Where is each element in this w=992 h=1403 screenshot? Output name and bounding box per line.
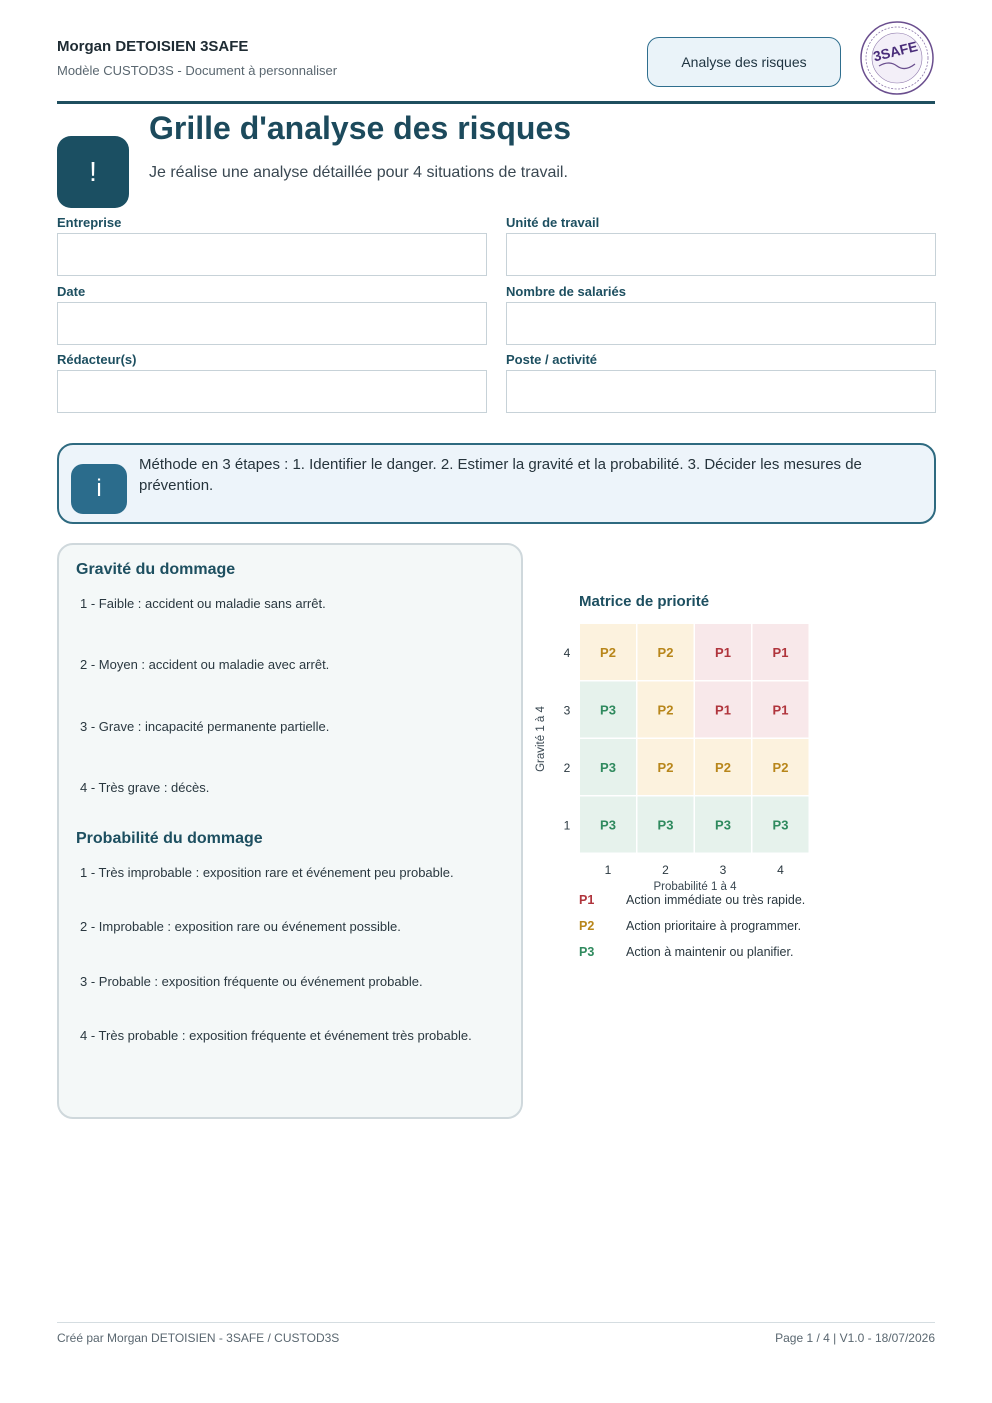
matrix-cell-label: P2 [772, 760, 789, 775]
probability-item: 1 - Très improbable : exposition rare et événement peu probable. [80, 865, 454, 880]
unite-de-travail-input[interactable] [506, 233, 936, 276]
field-date [57, 284, 487, 345]
matrix-cell-label: P3 [715, 817, 731, 833]
probability-item: 3 - Probable : exposition fréquente ou événement probable. [80, 974, 423, 989]
matrix-cell-label: P3 [600, 817, 616, 833]
legend-row-p2 [579, 919, 801, 933]
method-info-callout [57, 443, 936, 524]
x-tick-label: 2 [662, 863, 669, 877]
priority-matrix [530, 620, 830, 900]
field-label: Rédacteur(s) [57, 352, 137, 367]
legend-row-p3 [579, 945, 793, 959]
legend-code: P3 [579, 945, 595, 959]
field-nombre-de-salaries [506, 284, 936, 345]
matrix-cell-label: P2 [657, 645, 674, 660]
redacteurs-input[interactable] [57, 370, 487, 413]
matrix-cell-label: P1 [715, 645, 731, 660]
matrix-cell-label: P2 [657, 702, 674, 718]
severity-item: 2 - Moyen : accident ou maladie avec arrêt. [80, 657, 330, 672]
matrix-cell-label: P1 [772, 645, 789, 660]
field-label: Unité de travail [506, 215, 600, 230]
severity-item: 4 - Très grave : décès. [80, 780, 210, 795]
matrix-cell-label: P2 [715, 760, 731, 775]
field-label: Poste / activité [506, 352, 598, 367]
method-info-text: Méthode en 3 étapes : 1. Identifier le danger. 2. Estimer la gravité et la probabilité. 3. Décider les mesures de prévention. [139, 456, 862, 494]
field-label: Date [57, 284, 86, 299]
matrix-cell-label: P2 [657, 760, 674, 775]
matrix-title: Matrice de priorité [579, 593, 710, 610]
alert-icon: ! [57, 136, 129, 208]
matrix-cell-label: P2 [600, 645, 616, 660]
matrix-cell-label: P1 [715, 702, 731, 718]
matrix-cell-label: P3 [657, 817, 674, 833]
document-author: Morgan DETOISIEN 3SAFE [57, 38, 249, 55]
x-tick-label: 3 [719, 863, 727, 877]
nombre-de-salaries-input[interactable] [506, 302, 936, 345]
footer-divider [57, 1322, 935, 1323]
legend-desc: Action prioritaire à programmer. [626, 919, 802, 933]
field-unite-de-travail [506, 215, 936, 276]
entreprise-input[interactable] [57, 233, 487, 276]
field-redacteurs [57, 352, 487, 413]
severity-item: 3 - Grave : incapacité permanente partielle. [80, 719, 330, 734]
logo-wordmark: 3SAFE [871, 37, 920, 65]
x-tick-label: 4 [777, 863, 784, 877]
page-title: Grille d'analyse des risques [149, 110, 572, 146]
document-model-note: Modèle CUSTOD3S - Document à personnaliser [57, 63, 338, 78]
field-entreprise [57, 215, 487, 276]
legend-desc: Action immédiate ou très rapide. [626, 893, 806, 907]
probability-item: 4 - Très probable : exposition fréquente et événement très probable. [80, 1028, 472, 1043]
probability-title: Probabilité du dommage [76, 830, 263, 847]
field-poste-activite [506, 352, 936, 413]
y-tick-label: 4 [563, 645, 571, 660]
date-input[interactable] [57, 302, 487, 345]
document-tag-button[interactable]: Analyse des risques [647, 37, 841, 87]
header-divider [57, 101, 935, 104]
severity-item: 1 - Faible : accident ou maladie sans arrêt. [80, 596, 326, 611]
matrix-cell-label: P1 [772, 702, 789, 718]
page-subtitle: Je réalise une analyse détaillée pour 4 situations de travail. [149, 164, 568, 181]
matrix-cell-label: P3 [600, 760, 616, 775]
y-tick-label: 3 [563, 703, 571, 718]
legend-code: P1 [579, 893, 595, 907]
field-label: Entreprise [57, 215, 122, 230]
legend-desc: Action à maintenir ou planifier. [626, 945, 794, 959]
severity-title: Gravité du dommage [76, 561, 236, 578]
x-tick-label: 1 [604, 863, 612, 877]
probability-item: 2 - Improbable : exposition rare ou événement possible. [80, 919, 401, 934]
info-icon: i [71, 464, 127, 514]
footer-page-info: Page 1 / 4 | V1.0 - 18/07/2026 [775, 1331, 935, 1345]
y-axis-label: Gravité 1 à 4 [535, 706, 547, 772]
matrix-cell-label: P3 [772, 817, 789, 833]
x-axis-label: Probabilité 1 à 4 [653, 881, 737, 893]
matrix-cell-label: P3 [600, 702, 616, 718]
field-label: Nombre de salariés [506, 284, 626, 299]
legend-row-p1 [579, 893, 805, 907]
y-tick-label: 2 [563, 760, 571, 775]
company-logo-seal [859, 20, 935, 96]
legend-code: P2 [579, 919, 595, 933]
footer-credit: Créé par Morgan DETOISIEN - 3SAFE / CUSTOD3S [57, 1331, 340, 1345]
poste-activite-input[interactable] [506, 370, 936, 413]
y-tick-label: 1 [563, 818, 571, 833]
